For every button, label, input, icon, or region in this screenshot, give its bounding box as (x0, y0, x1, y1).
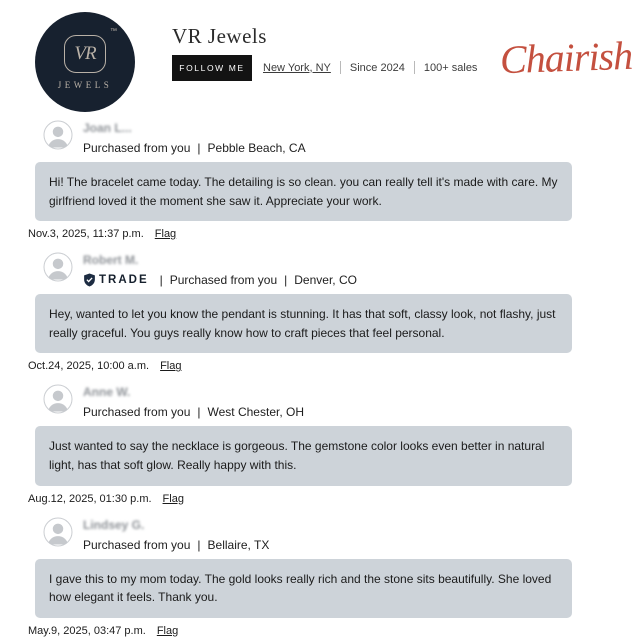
purchase-meta (83, 141, 306, 155)
avatar-icon (43, 384, 73, 414)
buyer-location: Pebble Beach, CA (207, 141, 306, 155)
meta-divider (414, 61, 415, 74)
trademark-symbol: ™ (110, 27, 117, 35)
flag-link[interactable]: Flag (154, 228, 177, 241)
shop-title: VR Jewels (172, 24, 267, 48)
review-date: Aug.12, 2025, 01:30 p.m. (28, 492, 152, 505)
purchased-label: Purchased from you (169, 273, 278, 288)
avatar-icon (43, 517, 73, 547)
logo-wordmark: JEWELS (57, 79, 113, 90)
review-item (30, 384, 640, 504)
pipe-separator: | (159, 273, 163, 288)
since-label: Since 2024 (349, 61, 405, 74)
review-item (30, 252, 640, 372)
review-date: Oct.24, 2025, 10:00 a.m. (28, 360, 150, 373)
avatar-icon (43, 252, 73, 282)
reviewer-name: Joan L... (83, 121, 132, 135)
review-item (30, 517, 640, 637)
reviewer-name: Lindsey G. (83, 517, 145, 532)
meta-divider (340, 61, 341, 74)
monogram-text: VR (74, 42, 96, 64)
review-text-box: I gave this to my mom today. The gold looks really rich and the stone sits beautifully. She loved how elegant it feels. Thank you. (35, 559, 572, 618)
monogram-frame-icon (64, 35, 106, 73)
trade-label: TRADE (99, 274, 149, 287)
purchased-label: Purchased from you (83, 537, 191, 552)
review-item (30, 120, 640, 240)
pipe-separator: | (197, 405, 201, 420)
review-text-box: Hey, wanted to let you know the pendant is stunning. It has that soft, classy look, not flashy, just really graceful. You guys really know how to craft pieces that feel personal. (35, 294, 572, 353)
pipe-separator: | (197, 537, 201, 552)
trade-shield-icon (83, 273, 96, 287)
chairish-logo[interactable]: Chairish (499, 32, 633, 83)
reviewer-name: Robert M. (83, 253, 139, 268)
purchase-meta (83, 273, 357, 287)
flag-link[interactable]: Flag (156, 624, 179, 637)
flag-link[interactable]: Flag (160, 360, 182, 373)
review-date: May.9, 2025, 03:47 p.m. (28, 624, 146, 637)
sales-count-label: 100+ sales (423, 61, 478, 74)
trade-badge (83, 273, 149, 287)
review-text-box: Just wanted to say the necklace is gorgeous. The gemstone color looks even better in natural light, has that soft glow. Really happy with this. (35, 426, 572, 485)
purchase-meta (83, 538, 269, 552)
buyer-location: Bellaire, TX (207, 537, 270, 552)
seller-header (0, 0, 640, 118)
reviewer-name: Anne W. (83, 385, 131, 400)
purchased-label: Purchased from you (83, 141, 191, 155)
location-link[interactable]: New York, NY (263, 61, 331, 74)
shop-meta-row (263, 61, 477, 74)
buyer-location: Denver, CO (294, 273, 357, 288)
vr-jewels-logo (35, 12, 135, 112)
pipe-separator: | (197, 141, 201, 155)
buyer-location: West Chester, OH (207, 405, 304, 420)
pipe-separator: | (284, 273, 288, 288)
purchase-meta (83, 405, 304, 419)
flag-link[interactable]: Flag (162, 492, 184, 505)
review-date: Nov.3, 2025, 11:37 p.m. (28, 228, 144, 241)
purchased-label: Purchased from you (83, 405, 191, 420)
avatar-icon (43, 120, 73, 150)
review-text-box: Hi! The bracelet came today. The detailing is so clean. you can really tell it's made with care. My girlfriend loved it the moment she saw it. Appreciate your work. (35, 162, 572, 221)
follow-me-button[interactable]: FOLLOW ME (172, 55, 252, 81)
reviews-list (0, 118, 640, 637)
